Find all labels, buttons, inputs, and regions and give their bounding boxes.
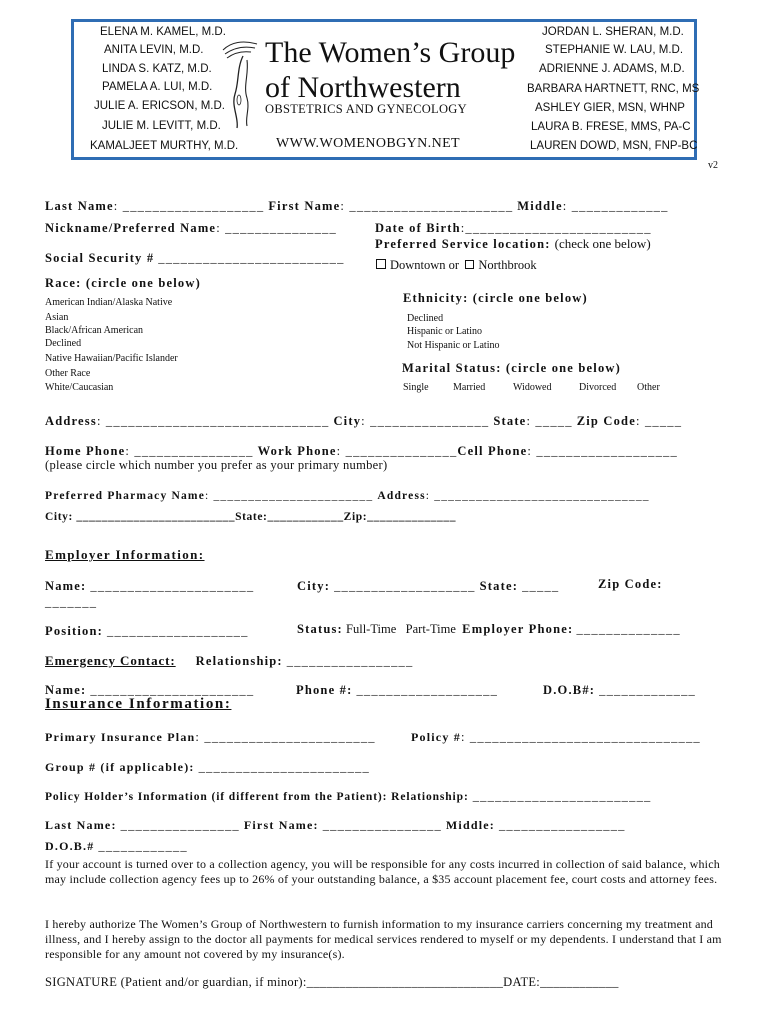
holder-middle-field[interactable]: _________________	[498, 818, 626, 832]
doctor-name-left: ELENA M. KAMEL, M.D.	[100, 26, 226, 38]
status-full-time[interactable]: Full-Time	[346, 622, 397, 636]
group-field[interactable]: _______________________	[198, 760, 370, 774]
marital-option[interactable]: Single	[403, 382, 429, 393]
emergency-phone-row	[296, 681, 498, 699]
employer-position-row	[45, 622, 249, 640]
holder-dob-row	[45, 837, 188, 855]
doctor-name-right: LAUREN DOWD, MSN, FNP-BC	[530, 140, 698, 152]
ethnicity-option[interactable]: Not Hispanic or Latino	[407, 340, 500, 351]
race-option[interactable]: White/Caucasian	[45, 382, 114, 393]
zip-label: Zip Code	[576, 414, 636, 428]
policy-holder-label: Policy Holder’s Information (if different from the Patient): Relationship:	[45, 791, 469, 803]
website-url[interactable]: WWW.WOMENOBGYN.NET	[276, 136, 460, 151]
doctor-name-right: ASHLEY GIER, MSN, WHNP	[535, 102, 685, 114]
location-options	[376, 258, 537, 273]
cell-phone-field[interactable]: : ___________________	[527, 444, 678, 458]
employer-phone-field[interactable]: ______________	[576, 622, 681, 636]
location-option-northbrook: Northbrook	[478, 258, 537, 272]
city-label: City	[333, 414, 362, 428]
home-phone-field[interactable]: : ________________	[125, 444, 254, 458]
marital-option[interactable]: Divorced	[579, 382, 617, 393]
employer-city-label: City:	[297, 579, 331, 593]
position-label: Position:	[45, 624, 104, 638]
emergency-dob-field[interactable]: _____________	[599, 683, 697, 697]
emergency-row	[45, 652, 413, 670]
service-location-row	[375, 235, 651, 253]
brand-name-line2: of Northwestern	[265, 71, 461, 104]
location-option-downtown: Downtown or	[390, 258, 460, 272]
emergency-name-label: Name:	[45, 683, 87, 697]
marital-option[interactable]: Married	[453, 382, 486, 393]
doctor-name-right: JORDAN L. SHERAN, M.D.	[542, 26, 684, 38]
holder-first-label: First Name:	[243, 818, 319, 832]
holder-last-field[interactable]: ________________	[120, 818, 240, 832]
group-row	[45, 758, 370, 776]
holder-first-field[interactable]: ________________	[322, 818, 442, 832]
policy-label: Policy #	[411, 730, 461, 744]
race-option[interactable]: Declined	[45, 338, 82, 349]
employer-city-row	[297, 577, 559, 595]
race-label: Race: (circle one below)	[45, 276, 201, 290]
policy-field[interactable]: : _______________________________	[460, 730, 701, 744]
marital-option[interactable]: Other	[637, 382, 660, 393]
form-version: v2	[708, 160, 718, 171]
race-option[interactable]: Black/African American	[45, 325, 144, 336]
signature-row	[45, 975, 619, 990]
emergency-phone-label: Phone #:	[296, 683, 353, 697]
cell-phone-label: Cell Phone	[457, 444, 528, 458]
doctor-name-left: JULIE A. ERICSON, M.D.	[94, 100, 225, 112]
address-field[interactable]: : ______________________________	[96, 414, 330, 428]
date-field[interactable]: ____________	[540, 975, 619, 989]
phone-note: (please circle which number you prefer as your primary number)	[45, 458, 388, 472]
doctor-name-left: ANITA LEVIN, M.D.	[104, 44, 204, 56]
group-label: Group # (if applicable):	[45, 760, 195, 774]
doctor-name-left: KAMALJEET MURTHY, M.D.	[90, 140, 239, 152]
primary-insurance-field[interactable]: : _______________________	[195, 730, 376, 744]
status-label: Status:	[297, 622, 343, 636]
ethnicity-label: Ethnicity: (circle one below)	[403, 291, 588, 305]
employer-zip-label: Zip Code:	[598, 577, 663, 591]
nickname-field[interactable]: : _______________	[216, 221, 337, 235]
middle-name-field[interactable]: : _____________	[562, 199, 669, 213]
doctor-name-left: LINDA S. KATZ, M.D.	[102, 63, 212, 75]
employer-phone-label: Employer Phone:	[462, 622, 574, 636]
signature-label: SIGNATURE (Patient and/or guardian, if minor):	[45, 975, 307, 989]
policy-row	[411, 728, 701, 746]
doctor-name-right: STEPHANIE W. LAU, M.D.	[545, 44, 684, 56]
primary-insurance-label: Primary Insurance Plan	[45, 730, 196, 744]
pharmacy-label: Preferred Pharmacy Name	[45, 490, 206, 502]
holder-name-row	[45, 816, 626, 834]
emergency-dob-label: D.O.B#:	[543, 683, 596, 697]
ssn-row	[45, 249, 345, 267]
home-phone-label: Home Phone	[45, 444, 126, 458]
first-name-field[interactable]: : ______________________	[340, 199, 514, 213]
employer-name-field[interactable]: ______________________	[90, 579, 255, 593]
pharmacy-address-label: Address	[377, 490, 426, 502]
race-option[interactable]: Native Hawaiian/Pacific Islander	[45, 353, 178, 364]
emergency-relationship-label: Relationship:	[195, 654, 283, 668]
ssn-label: Social Security #	[45, 251, 155, 265]
state-field[interactable]: : _____	[526, 414, 573, 428]
holder-dob-field[interactable]: ____________	[98, 839, 188, 853]
emergency-relationship-field[interactable]: _________________	[286, 654, 414, 668]
holder-last-label: Last Name:	[45, 818, 117, 832]
date-label: DATE:	[503, 975, 541, 989]
service-location-label: Preferred Service location:	[375, 237, 551, 251]
address-row	[45, 412, 682, 430]
doctor-name-left: JULIE M. LEVITT, M.D.	[102, 120, 221, 132]
emergency-dob-row	[543, 681, 696, 699]
emergency-name-field[interactable]: ______________________	[90, 683, 255, 697]
figure-logo-icon	[217, 38, 261, 130]
employer-state-label: State:	[479, 579, 519, 593]
pharmacy-address-field[interactable]: : _______________________________	[425, 490, 650, 502]
brand-name-line1: The Women’s Group	[265, 36, 516, 69]
employment-status-row	[297, 622, 681, 637]
dob-label: Date of Birth	[375, 221, 461, 235]
ethnicity-option[interactable]: Hispanic or Latino	[407, 326, 482, 337]
employer-heading: Employer Information:	[45, 547, 205, 562]
pharmacy-city-state-zip[interactable]: City: _________________________State:____________Zip:______________	[45, 511, 457, 523]
city-field[interactable]: : ________________	[361, 414, 490, 428]
state-label: State	[493, 414, 527, 428]
zip-field[interactable]: : _____	[635, 414, 683, 428]
employer-zip-field[interactable]: _______	[45, 595, 98, 609]
primary-insurance-row	[45, 728, 376, 746]
position-field[interactable]: ___________________	[107, 624, 249, 638]
race-option[interactable]: American Indian/Alaska Native	[45, 297, 173, 308]
last-name-label: Last Name	[45, 199, 114, 213]
nickname-label: Nickname/Preferred Name	[45, 221, 217, 235]
first-name-label: First Name	[268, 199, 341, 213]
marital-status-label: Marital Status: (circle one below)	[402, 361, 621, 375]
work-phone-label: Work Phone	[257, 444, 337, 458]
employer-state-field[interactable]: _____	[522, 579, 560, 593]
doctor-name-right: BARBARA HARTNETT, RNC, MS	[527, 83, 700, 95]
employer-name-row	[45, 577, 254, 595]
authorization-paragraph: I hereby authorize The Women’s Group of Northwestern to furnish information to my insurance carriers concerning my treatment and illness, and I hereby assign to the doctor all payments for medical services rendered to myself or my dependents. I understand that I am responsible for any amount not covered by my insurance(s).	[45, 917, 722, 961]
pharmacy-row	[45, 486, 650, 504]
policy-holder-field[interactable]: ________________________	[472, 789, 652, 803]
marital-option[interactable]: Widowed	[513, 382, 552, 393]
doctor-name-right: ADRIENNE J. ADAMS, M.D.	[539, 63, 685, 75]
status-part-time[interactable]: Part-Time	[405, 622, 456, 636]
race-option[interactable]: Other Race	[45, 368, 91, 379]
pharmacy-field[interactable]: : _______________________	[205, 490, 374, 502]
checkbox-northbrook-icon[interactable]	[465, 260, 474, 269]
nickname-row	[45, 219, 337, 237]
employer-name-label: Name:	[45, 579, 87, 593]
ethnicity-option[interactable]: Declined	[407, 313, 444, 324]
doctor-name-right: LAURA B. FRESE, MMS, PA-C	[531, 121, 691, 133]
collection-paragraph: If your account is turned over to a collection agency, you will be responsible for any costs incurred in collection of said balance, which may include collection agency fees up to 26% of your outstanding balance, a $35 account placement fee, court costs and attorney fees.	[45, 857, 720, 886]
last-name-row	[45, 197, 669, 215]
race-option[interactable]: Asian	[45, 312, 69, 323]
checkbox-downtown-icon[interactable]	[376, 259, 386, 269]
emergency-phone-field[interactable]: ___________________	[356, 683, 499, 697]
work-phone-field[interactable]: : _______________	[336, 444, 458, 458]
policy-holder-row	[45, 787, 652, 805]
insurance-heading: Insurance Information:	[45, 696, 232, 712]
holder-dob-label: D.O.B.#	[45, 839, 95, 853]
brand-subtitle: OBSTETRICS AND GYNECOLOGY	[265, 102, 467, 116]
signature-field[interactable]: ______________________________	[306, 975, 504, 989]
last-name-field[interactable]: : ___________________	[113, 199, 265, 213]
address-label: Address	[45, 414, 97, 428]
ssn-field[interactable]: _________________________	[158, 251, 345, 265]
middle-name-label: Middle	[517, 199, 563, 213]
dob-field[interactable]: :_________________________	[460, 221, 652, 235]
employer-city-field[interactable]: ___________________	[334, 579, 476, 593]
service-location-note: (check one below)	[554, 236, 651, 251]
holder-middle-label: Middle:	[445, 818, 495, 832]
emergency-heading: Emergency Contact:	[45, 653, 176, 668]
doctor-name-left: PAMELA A. LUI, M.D.	[102, 81, 213, 93]
